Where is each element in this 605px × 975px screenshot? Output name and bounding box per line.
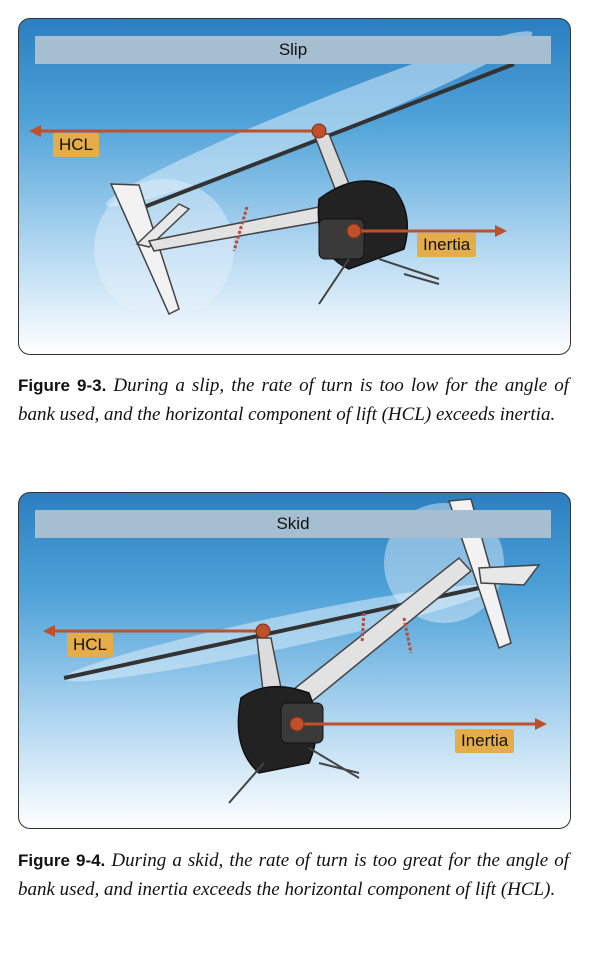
skid-strut [319,259,349,304]
inertia-origin-dot [290,717,304,731]
hcl-arrowhead [43,625,55,637]
slip-title: Slip [35,36,551,64]
skid-title: Skid [35,510,551,538]
figure-9-3-caption [18,371,569,429]
slip-inertia-label: Inertia [417,233,476,257]
hcl-origin-dot [256,624,270,638]
skid [404,274,439,284]
skid-diagram-panel [18,492,571,829]
caption-figure-number: Figure 9-4. [18,851,106,870]
skid-inertia-label: Inertia [455,729,514,753]
skid-hcl-label: HCL [67,633,113,657]
skid [319,763,359,773]
skid-strut [309,748,359,778]
hcl-origin-dot [312,124,326,138]
inertia-origin-dot [347,224,361,238]
caption-figure-number: Figure 9-3. [18,376,107,395]
inertia-arrowhead [535,718,547,730]
tail-stabilizer [479,565,539,585]
slip-diagram-panel [18,18,571,355]
skid-helicopter-illustration [19,493,570,828]
skid-strut [229,763,264,803]
inertia-arrowhead [495,225,507,237]
slip-helicopter-illustration [19,19,570,354]
caption-text: During a slip, the rate of turn is too low for the angle of bank used, and the horizontal component of lift (HCL) exceeds inertia. [18,375,569,425]
slip-hcl-label: HCL [53,133,99,157]
figure-9-4-caption [18,846,569,904]
hcl-arrowhead [29,125,41,137]
caption-text: During a skid, the rate of turn is too great for the angle of bank used, and inertia exceeds the horizontal component of lift (HCL). [18,850,570,900]
